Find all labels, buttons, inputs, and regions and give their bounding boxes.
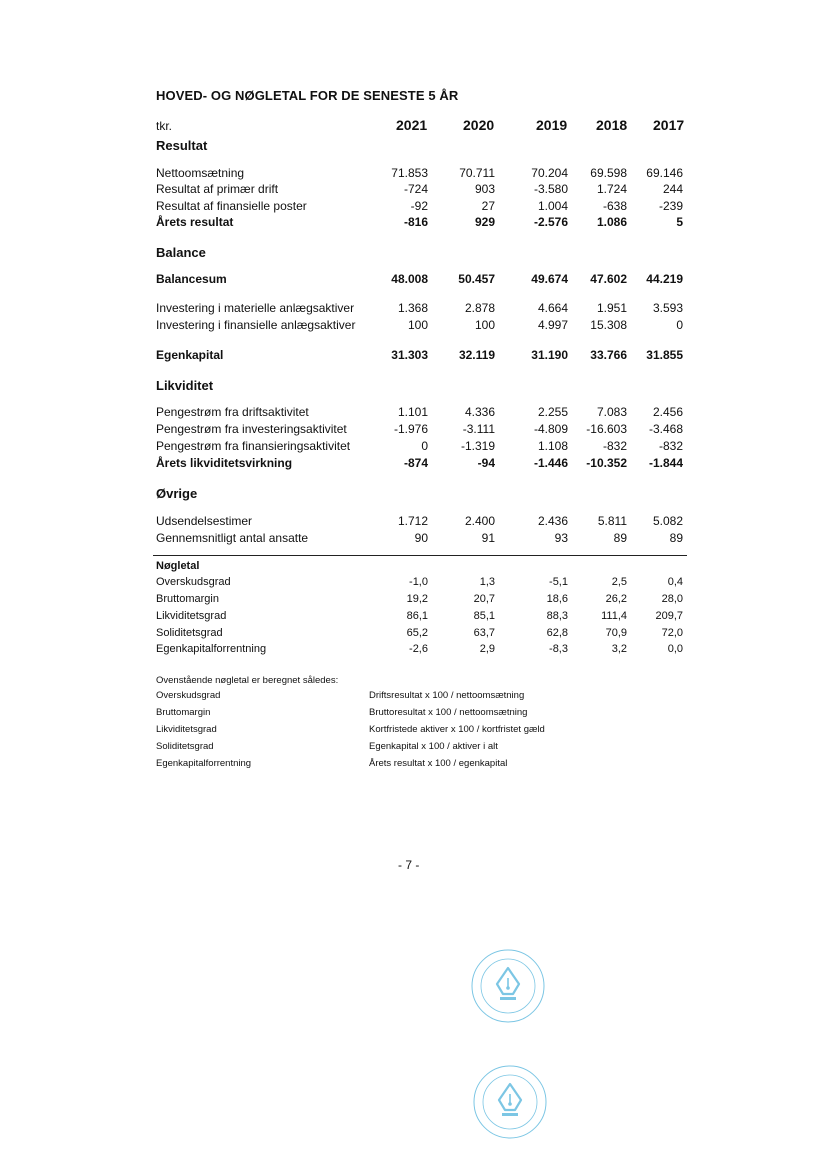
cell-bruttomargin-2021: 19,2 — [406, 593, 428, 605]
definition-formula: Årets resultat x 100 / egenkapital — [369, 758, 508, 769]
cell-ansatte-2021: 90 — [414, 531, 428, 545]
cell-soliditetsgrad-2021: 65,2 — [406, 627, 428, 639]
cell-bruttomargin-2019: 18,6 — [546, 593, 568, 605]
section-nogletal: Nøgletal — [156, 560, 200, 572]
cell-udsendelsestimer-2019: 2.436 — [537, 514, 568, 528]
cell-overskudsgrad-2017: 0,4 — [667, 576, 683, 588]
row-label-bruttomargin: Bruttomargin — [156, 593, 219, 605]
cell-finansiering-2021: 0 — [421, 439, 428, 453]
row-label-primaer_drift: Resultat af primær drift — [156, 182, 279, 196]
signature-seal-icon — [470, 948, 546, 1024]
row-label-soliditetsgrad: Soliditetsgrad — [156, 627, 223, 639]
row-label-egenkapitalforrentning: Egenkapitalforrentning — [156, 643, 267, 655]
year-header-2018: 2018 — [596, 117, 628, 133]
cell-udsendelsestimer-2018: 5.811 — [597, 514, 627, 528]
cell-likviditetsvirkning-2019: -1.446 — [533, 456, 568, 470]
cell-ansatte-2019: 93 — [554, 531, 568, 545]
cell-aarets_resultat-2017: 5 — [676, 215, 683, 229]
cell-finansiering-2018: -832 — [602, 439, 627, 453]
row-label-ansatte: Gennemsnitligt antal ansatte — [156, 531, 309, 545]
cell-finansiering-2020: -1.319 — [460, 439, 495, 453]
row-label-finansielle_poster: Resultat af finansielle poster — [156, 199, 307, 213]
cell-likviditetsgrad-2019: 88,3 — [546, 610, 568, 622]
cell-likviditetsgrad-2021: 86,1 — [406, 610, 428, 622]
cell-aarets_resultat-2020: 929 — [474, 215, 495, 229]
cell-inv_materielle-2019: 4.664 — [537, 301, 568, 315]
row-label-aarets_resultat: Årets resultat — [156, 215, 234, 229]
cell-drift-2021: 1.101 — [397, 405, 428, 419]
cell-nettoomsaetning-2018: 69.598 — [590, 166, 627, 180]
cell-primaer_drift-2017: 244 — [662, 182, 683, 196]
cell-primaer_drift-2020: 903 — [474, 182, 495, 196]
row-label-inv_finansielle: Investering i finansielle anlægsaktiver — [156, 318, 356, 332]
cell-ansatte-2020: 91 — [481, 531, 495, 545]
row-label-drift: Pengestrøm fra driftsaktivitet — [156, 405, 309, 419]
cell-investering-2019: -4.809 — [533, 422, 568, 436]
cell-egenkapital-2017: 31.855 — [646, 348, 683, 362]
cell-likviditetsvirkning-2017: -1.844 — [648, 456, 683, 470]
cell-likviditetsvirkning-2020: -94 — [477, 456, 495, 470]
year-header-2021: 2021 — [396, 117, 428, 133]
row-label-udsendelsestimer: Udsendelsestimer — [156, 514, 253, 528]
row-label-balancesum: Balancesum — [156, 272, 227, 286]
cell-likviditetsvirkning-2021: -874 — [403, 456, 428, 470]
cell-inv_materielle-2020: 2.878 — [464, 301, 495, 315]
section-balance: Balance — [156, 245, 206, 260]
cell-ansatte-2018: 89 — [613, 531, 627, 545]
cell-inv_finansielle-2019: 4.997 — [537, 318, 568, 332]
cell-primaer_drift-2021: -724 — [403, 182, 428, 196]
cell-ansatte-2017: 89 — [669, 531, 683, 545]
cell-inv_finansielle-2017: 0 — [676, 318, 683, 332]
cell-investering-2021: -1.976 — [393, 422, 428, 436]
cell-inv_finansielle-2021: 100 — [407, 318, 428, 332]
cell-bruttomargin-2017: 28,0 — [661, 593, 683, 605]
cell-udsendelsestimer-2021: 1.712 — [397, 514, 428, 528]
year-header-2017: 2017 — [653, 117, 685, 133]
cell-bruttomargin-2020: 20,7 — [473, 593, 495, 605]
row-label-likviditetsgrad: Likviditetsgrad — [156, 610, 227, 622]
cell-overskudsgrad-2018: 2,5 — [611, 576, 627, 588]
definition-label: Overskudsgrad — [156, 690, 221, 701]
cell-inv_finansielle-2020: 100 — [474, 318, 495, 332]
cell-aarets_resultat-2021: -816 — [403, 215, 428, 229]
cell-soliditetsgrad-2018: 70,9 — [605, 627, 627, 639]
cell-finansiering-2019: 1.108 — [537, 439, 568, 453]
cell-drift-2017: 2.456 — [652, 405, 683, 419]
definition-label: Egenkapitalforrentning — [156, 758, 252, 769]
cell-drift-2019: 2.255 — [537, 405, 568, 419]
cell-balancesum-2018: 47.602 — [590, 272, 627, 286]
cell-overskudsgrad-2021: -1,0 — [409, 576, 428, 588]
definition-formula: Driftsresultat x 100 / nettoomsætning — [369, 690, 525, 701]
cell-nettoomsaetning-2017: 69.146 — [646, 166, 683, 180]
cell-balancesum-2020: 50.457 — [458, 272, 495, 286]
section-likviditet: Likviditet — [156, 378, 214, 393]
section-ovrige: Øvrige — [156, 486, 198, 501]
page-number: - 7 - — [398, 858, 420, 872]
cell-udsendelsestimer-2020: 2.400 — [464, 514, 495, 528]
cell-investering-2017: -3.468 — [648, 422, 683, 436]
cell-drift-2020: 4.336 — [464, 405, 495, 419]
cell-likviditetsvirkning-2018: -10.352 — [586, 456, 627, 470]
row-label-overskudsgrad: Overskudsgrad — [156, 576, 231, 588]
cell-nettoomsaetning-2021: 71.853 — [391, 166, 428, 180]
definitions-intro: Ovenstående nøgletal er beregnet således: — [156, 675, 339, 686]
cell-aarets_resultat-2019: -2.576 — [533, 215, 568, 229]
cell-finansiering-2017: -832 — [658, 439, 683, 453]
definition-label: Bruttomargin — [156, 707, 211, 718]
definition-formula: Kortfristede aktiver x 100 / kortfristet gæld — [369, 724, 545, 735]
cell-finansielle_poster-2018: -638 — [602, 199, 627, 213]
definition-label: Likviditetsgrad — [156, 724, 217, 735]
cell-finansielle_poster-2021: -92 — [410, 199, 428, 213]
row-label-investering: Pengestrøm fra investeringsaktivitet — [156, 422, 347, 436]
section-resultat: Resultat — [156, 138, 208, 153]
cell-likviditetsgrad-2020: 85,1 — [473, 610, 495, 622]
cell-soliditetsgrad-2020: 63,7 — [473, 627, 495, 639]
cell-balancesum-2021: 48.008 — [391, 272, 428, 286]
cell-investering-2020: -3.111 — [462, 422, 495, 436]
cell-egenkapitalforrentning-2018: 3,2 — [611, 643, 627, 655]
cell-inv_finansielle-2018: 15.308 — [590, 318, 627, 332]
cell-likviditetsgrad-2018: 111,4 — [601, 610, 627, 622]
cell-drift-2018: 7.083 — [596, 405, 627, 419]
cell-soliditetsgrad-2017: 72,0 — [661, 627, 683, 639]
cell-inv_materielle-2017: 3.593 — [652, 301, 683, 315]
cell-primaer_drift-2019: -3.580 — [533, 182, 568, 196]
cell-likviditetsgrad-2017: 209,7 — [655, 610, 683, 622]
cell-egenkapitalforrentning-2017: 0,0 — [667, 643, 683, 655]
cell-finansielle_poster-2017: -239 — [658, 199, 683, 213]
signature-seal-icon — [472, 1064, 548, 1140]
cell-egenkapital-2021: 31.303 — [391, 348, 428, 362]
cell-soliditetsgrad-2019: 62,8 — [546, 627, 568, 639]
page-title: HOVED- OG NØGLETAL FOR DE SENESTE 5 ÅR — [156, 88, 459, 103]
cell-bruttomargin-2018: 26,2 — [605, 593, 627, 605]
cell-egenkapital-2019: 31.190 — [531, 348, 568, 362]
cell-egenkapital-2020: 32.119 — [458, 348, 495, 362]
row-label-egenkapital: Egenkapital — [156, 348, 224, 362]
cell-udsendelsestimer-2017: 5.082 — [652, 514, 683, 528]
cell-nettoomsaetning-2019: 70.204 — [531, 166, 568, 180]
row-label-likviditetsvirkning: Årets likviditetsvirkning — [156, 456, 293, 470]
cell-egenkapitalforrentning-2021: -2,6 — [409, 643, 428, 655]
definition-formula: Egenkapital x 100 / aktiver i alt — [369, 741, 498, 752]
cell-inv_materielle-2018: 1.951 — [596, 301, 627, 315]
year-header-2020: 2020 — [463, 117, 495, 133]
cell-finansielle_poster-2020: 27 — [481, 199, 495, 213]
cell-inv_materielle-2021: 1.368 — [397, 301, 428, 315]
cell-primaer_drift-2018: 1.724 — [596, 182, 627, 196]
definition-formula: Bruttoresultat x 100 / nettoomsætning — [369, 707, 528, 718]
cell-egenkapitalforrentning-2019: -8,3 — [549, 643, 568, 655]
cell-egenkapital-2018: 33.766 — [590, 348, 627, 362]
cell-egenkapitalforrentning-2020: 2,9 — [479, 643, 495, 655]
cell-investering-2018: -16.603 — [586, 422, 627, 436]
row-label-inv_materielle: Investering i materielle anlægsaktiver — [156, 301, 355, 315]
row-label-finansiering: Pengestrøm fra finansieringsaktivitet — [156, 439, 351, 453]
unit-label: tkr. — [156, 119, 173, 133]
cell-nettoomsaetning-2020: 70.711 — [459, 166, 495, 180]
cell-finansielle_poster-2019: 1.004 — [537, 199, 568, 213]
cell-aarets_resultat-2018: 1.086 — [596, 215, 627, 229]
row-label-nettoomsaetning: Nettoomsætning — [156, 166, 245, 180]
divider-line — [153, 555, 687, 556]
year-header-2019: 2019 — [536, 117, 568, 133]
cell-overskudsgrad-2020: 1,3 — [479, 576, 495, 588]
cell-overskudsgrad-2019: -5,1 — [549, 576, 568, 588]
cell-balancesum-2017: 44.219 — [646, 272, 683, 286]
cell-balancesum-2019: 49.674 — [531, 272, 568, 286]
definition-label: Soliditetsgrad — [156, 741, 214, 752]
